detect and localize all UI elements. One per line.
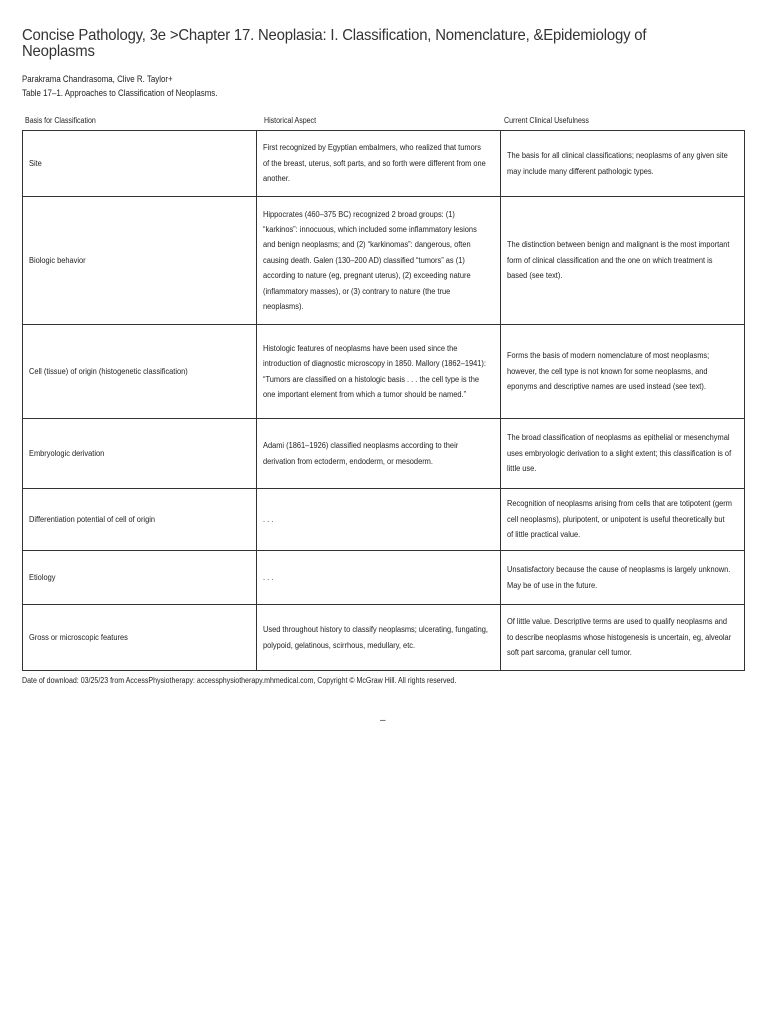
cell-basis: Differentiation potential of cell of origin (23, 489, 257, 551)
cell-basis: Site (23, 131, 257, 197)
table-row (23, 325, 745, 419)
cell-historical: Hippocrates (460–375 BC) recognized 2 broad groups: (1) “karkinos”: innocuous, which included some inflammatory lesions and benign neoplasms; and (2) “karkinomas”: dangerous, often causing death. Galen (130–200 AD) classified “tumors” as (1) according to nature (eg, pregnant uterus), (2) exceeding nature (inflammatory masses), or (3) contrary to nature (the true neoplasms). (257, 197, 501, 325)
cell-basis: Cell (tissue) of origin (histogenetic classification) (23, 325, 257, 419)
cell-usefulness: Unsatisfactory because the cause of neoplasms is largely unknown. May be of use in the future. (501, 551, 745, 605)
title-line-1: Concise Pathology, 3e >Chapter 17. Neoplasia: I. Classification, Nomenclature, &Epidemiology of (22, 27, 647, 44)
header-basis: Basis for Classification (25, 116, 96, 125)
table-row (23, 419, 745, 489)
cell-basis: Embryologic derivation (23, 419, 257, 489)
cell-historical: . . . (257, 489, 501, 551)
cell-basis: Etiology (23, 551, 257, 605)
cell-usefulness: The basis for all clinical classifications; neoplasms of any given site may include many different pathologic types. (501, 131, 745, 197)
table-caption: Table 17–1. Approaches to Classification of Neoplasms. (22, 88, 218, 98)
table-row (23, 605, 745, 671)
cell-usefulness: The broad classification of neoplasms as epithelial or mesenchymal uses embryologic derivation to a slight extent; this classification is of little use. (501, 419, 745, 489)
cell-historical: Histologic features of neoplasms have been used since the introduction of diagnostic microscopy in 1850. Mallory (1862–1941): “Tumors are classified on a histologic basis . . . the cell type is the one important element from which a tumor should be named.” (257, 325, 501, 419)
page-mark: – (380, 715, 386, 726)
header-historical: Historical Aspect (264, 116, 317, 125)
cell-usefulness: Recognition of neoplasms arising from cells that are totipotent (germ cell neoplasms), pluripotent, or unipotent is useful theoretically but of little practical value. (501, 489, 745, 551)
cell-historical: Adami (1861–1926) classified neoplasms according to their derivation from ectoderm, endoderm, or mesoderm. (257, 419, 501, 489)
table-row (23, 551, 745, 605)
download-footer: Date of download: 03/25/23 from AccessPhysiotherapy: accessphysiotherapy.mhmedical.com, Copyright © McGraw Hill. All rights reserved. (22, 676, 457, 685)
document-page (22, 28, 746, 686)
header-usefulness: Current Clinical Usefulness (504, 116, 589, 125)
cell-usefulness: Forms the basis of modern nomenclature of most neoplasms; however, the cell type is not known for some neoplasms, and eponyms and descriptive names are used instead (see text). (501, 325, 745, 419)
table-row (23, 131, 745, 197)
document-title (22, 28, 695, 60)
cell-historical: Used throughout history to classify neoplasms; ulcerating, fungating, polypoid, gelatinous, scirrhous, medullary, etc. (257, 605, 501, 671)
table-header-row (22, 116, 746, 128)
table-row (23, 489, 745, 551)
authors: Parakrama Chandrasoma, Clive R. Taylor+ (22, 74, 173, 84)
title-line-2: Neoplasms (22, 43, 95, 60)
cell-basis: Gross or microscopic features (23, 605, 257, 671)
cell-basis: Biologic behavior (23, 197, 257, 325)
cell-usefulness: Of little value. Descriptive terms are used to qualify neoplasms and to describe neoplasms whose histogenesis is uncertain, eg, alveolar soft part sarcoma, granular cell tumor. (501, 605, 745, 671)
cell-usefulness: The distinction between benign and malignant is the most important form of clinical classification and the one on which treatment is based (see text). (501, 197, 745, 325)
table-row (23, 197, 745, 325)
cell-historical: First recognized by Egyptian embalmers, who realized that tumors of the breast, uterus, soft parts, and so forth were different from one another. (257, 131, 501, 197)
classification-table (22, 130, 745, 671)
cell-historical: . . . (257, 551, 501, 605)
